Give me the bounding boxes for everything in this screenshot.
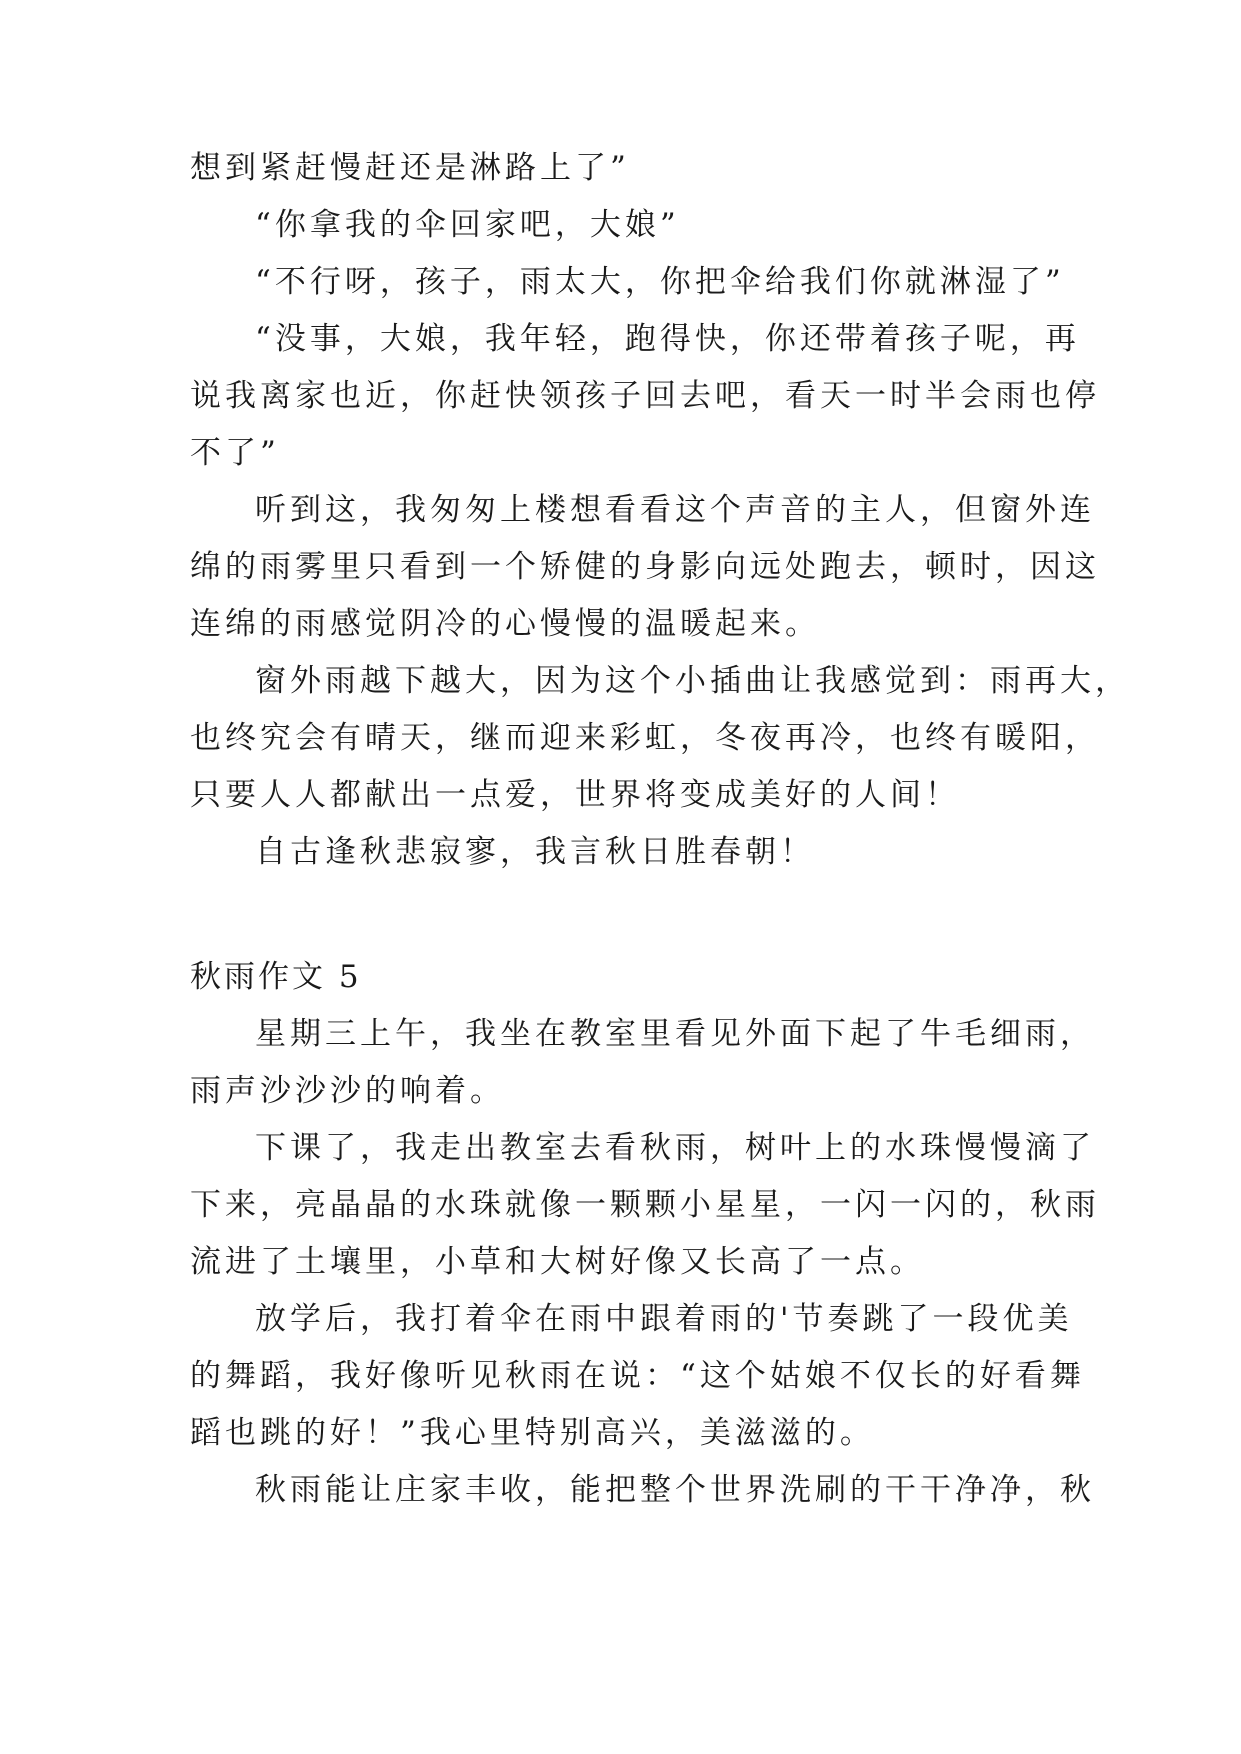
paragraph-line: 放学后，我打着伞在雨中跟着雨的'节奏跳了一段优美 — [255, 1301, 1073, 1337]
paragraph-line: 听到这，我匆匆上楼想看看这个声音的主人，但窗外连 — [255, 492, 1095, 528]
paragraph-line: “不行呀，孩子，雨太大，你把伞给我们你就淋湿了” — [255, 264, 1065, 300]
paragraph-line: 星期三上午，我坐在教室里看见外面下起了牛毛细雨， — [255, 1016, 1095, 1052]
paragraph-line: 窗外雨越下越大，因为这个小插曲让我感觉到：雨再大， — [255, 663, 1130, 699]
paragraph-line: 绵的雨雾里只看到一个矫健的身影向远处跑去，顿时，因这 — [190, 549, 1100, 585]
paragraph-line: 只要人人都献出一点爱，世界将变成美好的人间！ — [190, 777, 960, 813]
paragraph-line: 自古逢秋悲寂寥，我言秋日胜春朝！ — [255, 834, 815, 870]
paragraph-line: 不了” — [190, 435, 280, 471]
section-heading: 秋雨作文 5 — [190, 959, 362, 995]
paragraph-line: 想到紧赶慢赶还是淋路上了” — [190, 150, 630, 186]
paragraph-line: 下来，亮晶晶的水珠就像一颗颗小星星，一闪一闪的，秋雨 — [190, 1187, 1100, 1223]
paragraph-line: 也终究会有晴天，继而迎来彩虹，冬夜再冷，也终有暖阳， — [190, 720, 1100, 756]
paragraph-line: 雨声沙沙沙的响着。 — [190, 1073, 505, 1109]
paragraph-line: 下课了，我走出教室去看秋雨，树叶上的水珠慢慢滴了 — [255, 1130, 1095, 1166]
paragraph-line: 秋雨能让庄家丰收，能把整个世界洗刷的干干净净，秋 — [255, 1472, 1095, 1508]
paragraph-line: “没事，大娘，我年轻，跑得快，你还带着孩子呢，再 — [255, 321, 1080, 357]
paragraph-line: 连绵的雨感觉阴冷的心慢慢的温暖起来。 — [190, 606, 820, 642]
paragraph-line: 流进了土壤里，小草和大树好像又长高了一点。 — [190, 1244, 925, 1280]
paragraph-line: 蹈也跳的好！”我心里特别高兴，美滋滋的。 — [190, 1415, 875, 1451]
paragraph-line: “你拿我的伞回家吧，大娘” — [255, 207, 680, 243]
paragraph-line: 说我离家也近，你赶快领孩子回去吧，看天一时半会雨也停 — [190, 378, 1100, 414]
paragraph-line: 的舞蹈，我好像听见秋雨在说：“这个姑娘不仅长的好看舞 — [190, 1358, 1085, 1394]
